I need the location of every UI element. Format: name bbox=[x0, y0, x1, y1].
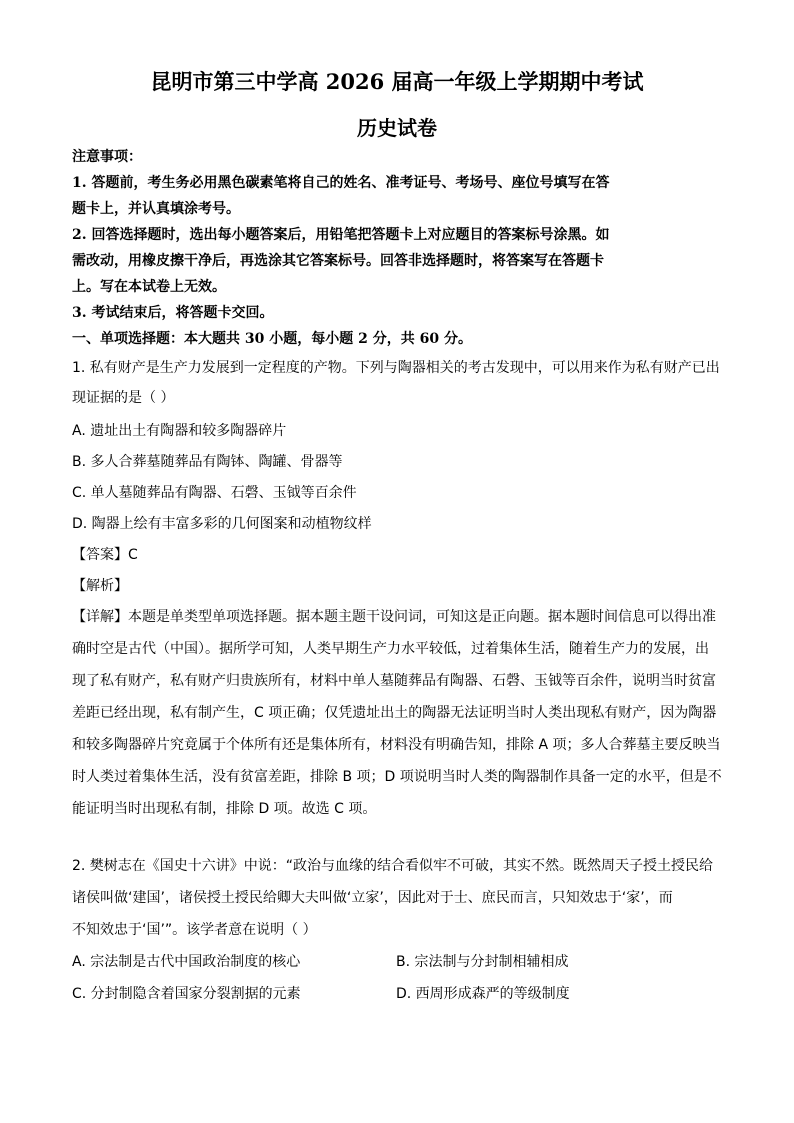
notice-line: 3. 考试结束后，将答题卡交回。 bbox=[72, 305, 274, 321]
q1-detail-line: 【详解】本题是单类型单项选择题。据本题主题干设问词，可知这是正向题。据本题时间信息可以得出准 bbox=[72, 609, 716, 625]
q2-stem-line: 2. 樊树志在《国史十六讲》中说：“政治与血缘的结合看似牢不可破，其实不然。既然周天子授土授民给 bbox=[72, 858, 714, 874]
notice-heading: 注意事项： bbox=[72, 149, 142, 165]
q1-option-a: A. 遗址出土有陶器和较多陶器碎片 bbox=[72, 423, 287, 439]
q2-option-a: A. 宗法制是古代中国政治制度的核心 bbox=[72, 954, 301, 970]
q2-option-b: B. 宗法制与分封制相辅相成 bbox=[396, 954, 569, 970]
q1-stem-line: 现证据的是（ ） bbox=[72, 390, 175, 406]
q1-detail-line: 差距已经出现，私有制产生，C 项正确；仅凭遗址出土的陶器无法证明当时人类出现私有财产，因为陶器 bbox=[72, 705, 717, 721]
answer-label: 【答案】 bbox=[72, 547, 128, 563]
q2-stem-line: 诸侯叫做‘建国’，诸侯授土授民给卿大夫叫做‘立家’，因此对于士、庶民而言，只知效忠于‘家’，而 bbox=[72, 890, 673, 906]
answer-value: C bbox=[128, 547, 138, 563]
section-heading: 一、单项选择题：本大题共 30 小题，每小题 2 分，共 60 分。 bbox=[72, 331, 472, 347]
q1-option-c: C. 单人墓随葬品有陶器、石磬、玉钺等百余件 bbox=[72, 485, 357, 501]
notice-line: 题卡上，并认真填涂考号。 bbox=[72, 201, 240, 217]
exam-title: 昆明市第三中学高 2026 届高一年级上学期期中考试 bbox=[150, 69, 644, 94]
q1-detail-line: 确时空是古代（中国）。据所学可知，人类早期生产力水平较低，过着集体生活，随着生产力的发展，出 bbox=[72, 641, 709, 657]
notice-line: 1. 答题前，考生务必用黑色碳素笔将自己的姓名、准考证号、考场号、座位号填写在答 bbox=[72, 175, 610, 191]
exam-subtitle: 历史试卷 bbox=[357, 116, 437, 140]
notice-line: 需改动，用橡皮擦干净后，再选涂其它答案标号。回答非选择题时，将答案写在答题卡 bbox=[72, 253, 604, 269]
q1-stem-line: 1. 私有财产是生产力发展到一定程度的产物。下列与陶器相关的考古发现中，可以用来作为私有财产已出 bbox=[72, 360, 720, 376]
q1-detail-line: 现了私有财产，私有财产归贵族所有，材料中单人墓随葬品有陶器、石磬、玉钺等百余件，说明当时贫富 bbox=[72, 673, 716, 689]
notice-line: 2. 回答选择题时，选出每小题答案后，用铅笔把答题卡上对应题目的答案标号涂黑。如 bbox=[72, 227, 610, 243]
q1-analysis-label: 【解析】 bbox=[72, 578, 128, 594]
q1-detail-line: 时人类过着集体生活，没有贫富差距，排除 B 项；D 项说明当时人类的陶器制作具备一定的水平，但是不 bbox=[72, 769, 722, 785]
q2-option-c: C. 分封制隐含着国家分裂割据的元素 bbox=[72, 986, 301, 1002]
q1-detail-line: 和较多陶器碎片究竟属于个体所有还是集体所有，材料没有明确告知，排除 A 项；多人合葬墓主要反映当 bbox=[72, 737, 721, 753]
q1-answer bbox=[72, 546, 138, 564]
q1-detail-line: 能证明当时出现私有制，排除 D 项。故选 C 项。 bbox=[72, 801, 377, 817]
q2-stem-line: 不知效忠于‘国’”。该学者意在说明（ ） bbox=[72, 922, 317, 938]
q2-option-d: D. 西周形成森严的等级制度 bbox=[396, 986, 570, 1002]
q1-option-b: B. 多人合葬墓随葬品有陶钵、陶罐、骨器等 bbox=[72, 454, 343, 470]
q1-option-d: D. 陶器上绘有丰富多彩的几何图案和动植物纹样 bbox=[72, 516, 372, 532]
notice-line: 上。写在本试卷上无效。 bbox=[72, 279, 226, 295]
